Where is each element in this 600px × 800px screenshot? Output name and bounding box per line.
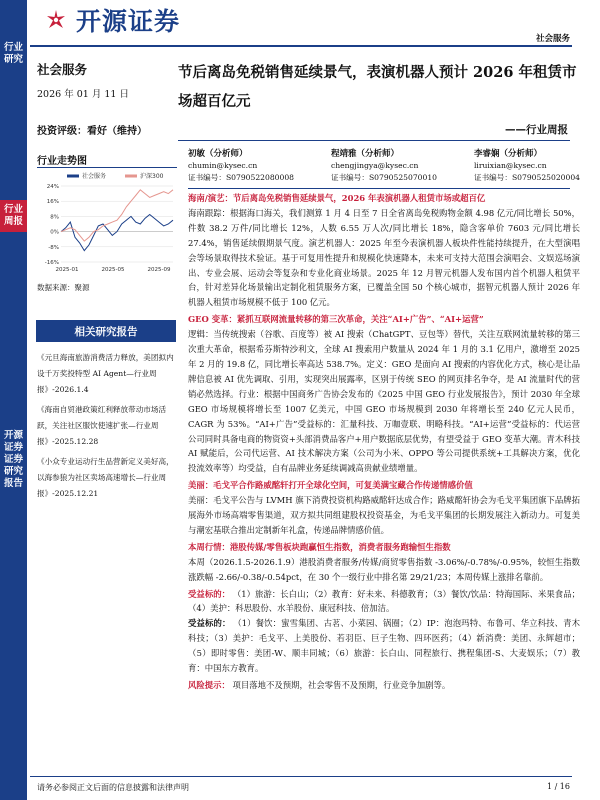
report-date: 2026 年 01 月 11 日 xyxy=(37,89,129,100)
series-line xyxy=(61,190,173,241)
x-tick-label: 2025-09 xyxy=(147,267,171,273)
report-type: ——行业周报 xyxy=(505,124,568,136)
related-report-link[interactable]: 《海南自贸港政策红利释放带动市场活跃，关注社区服饮使速扩张—行业周报》-2025.12.28 xyxy=(37,405,167,446)
x-tick-label: 2025-01 xyxy=(55,267,79,273)
analyst-name: 程靖雅（分析师） xyxy=(331,149,400,159)
section-heading: 海南/演艺：节后离岛免税销售延续景气，2026 年表演机器人租赁市场或超百亿 xyxy=(188,193,486,203)
paragraph: 逻辑：当传统搜索（谷歌、百度等）被 AI 搜索（ChatGPT、豆包等）替代，关注互联网流量转移的第三次重大革命，根据希芬斯特沙利文，全球 AI 搜索用户数量从 2024 年 1 月的 3.1 亿用户，激增至 2025 年 2 月的 19.8 亿，同比增长率高达 538.7%。定义：GEO 是面向 AI 搜索的内容优化方式，核心是让品牌信息被 AI 优先调取、引用，实现突出展露率，区别于传统 SEO 的网页排名争夺，是 AI 流量时代的营销必然选择。行业：根据中国商务广告协会发布的《2025 中国 GEO 行业发展报告》，预计 2030 年全球 GEO 市场规模将增长至 1007 亿美元，中国 GEO 市场规模到 2030 年将增长至 240 亿元人民币，CAGR 为 53%。“AI+广告”受益标的：汇量科技、万咖壹联、明略科技。“AI+运营”受益标的：代运营公司同时具备电商的物资资+头部消费品客户+用户数据底层优势，有望受益于 GEO 变革大潮。青木科技 AI 赋能后，公司代运营、AI 技术解决方案（公司为小米、OPPO 等公司提供系统+工具解决方案，优化投流效率等）均受益，自有品牌业务延续调减高贵献业绩增量。 xyxy=(188,329,580,474)
analyst-email[interactable]: chumin@kysec.cn xyxy=(188,161,258,170)
report-body xyxy=(188,191,580,695)
divider xyxy=(37,167,177,168)
analyst-cert: 证书编号：S0790522080008 xyxy=(188,173,294,182)
legend-label: 社会服务 xyxy=(82,173,107,180)
section-heading: 受益标的： xyxy=(188,618,231,629)
y-tick-label: -16% xyxy=(44,260,59,266)
section-heading: 本周行情：港股传媒/零售板块跑赢恒生指数，消费者服务跑输恒生指数 xyxy=(188,541,451,552)
analyst-name: 李睿娴（分析师） xyxy=(474,149,543,159)
chart-source: 数据来源：聚源 xyxy=(37,283,90,292)
brand-name: 开源证券 xyxy=(76,7,181,36)
related-reports-list xyxy=(37,350,179,506)
analyst xyxy=(188,148,294,184)
logo-icon xyxy=(44,8,68,32)
section-haikou xyxy=(188,191,580,310)
paragraph: 美丽：毛戈平公告与 LVMH 旗下消费投资机构路威酩轩达成合作；路威酩轩协会为毛戈平集团旗下品牌拓展海外市场高端零售渠道，双方拟共同组建股权投资基金，为毛戈平集团的长期发展注入新动力。可复美与潮宏基联合推出定制新年礼盒，传递品牌情感价值。 xyxy=(188,495,580,535)
analyst-email[interactable]: chengjingya@kysec.cn xyxy=(331,161,419,170)
section-beneficiaries xyxy=(188,587,580,676)
report-title: 节后离岛免税销售延续景气，表演机器人预计 2026 年租赁市场超百亿元 xyxy=(178,64,577,110)
industry-trend-chart xyxy=(37,170,177,278)
related-report-link[interactable]: 《元旦海南旅游消费活力释放，美团拟内设千万奖投特型 AI Agent—行业周报》-2026.1.4 xyxy=(37,353,174,394)
sector-name: 社会服务 xyxy=(37,62,88,77)
paragraph: 项目落地不及预期，社会零售不及预期，行业竞争加剧等。 xyxy=(232,680,451,690)
section-risk xyxy=(188,678,580,693)
left-sidebar xyxy=(0,0,27,800)
related-report-link[interactable]: 《小众专业运动行生品营新定义美好高，以海参狼为社区卖场高速增长—行业周报》-2025.12.21 xyxy=(37,457,174,498)
y-tick-label: -8% xyxy=(48,244,59,251)
paragraph: 海南跟踪：根据海口海关，我们测算 1 月 4 日至 7 日全省离岛免税购物金额 4.98 亿元/同比增长 50%，件数 38.2 万件/同比增长 12%，人数 6.55 万人次/同比增长 18%，隐含客单价 7603 元/同比增长 27.4%，销售延续假期景气度。演艺机器人：2025 年至今表演机器人板块件性能持续提升，在大型演唱会等场景取得技术验证。基于可复用性提升和规模化快速降本，未来可支持大范围会演唱会、文娱巡场演出、专业会展、运动会等复杂和专业化商业场景。2025 年 12 月智元机器人发布国内首个机器人租赁平台，针对差异化场景输出定制化租赁服务方案，已覆盖全国 50 个核心城市，据智元机器人预计 2026 年机器人租赁市场规模不低于 100 亿元。 xyxy=(188,207,580,308)
section-geo xyxy=(188,312,580,476)
sidebar-label-top: 行业研究 xyxy=(3,42,23,65)
y-tick-label: 0% xyxy=(50,229,59,236)
analyst xyxy=(474,148,580,184)
analyst-cert: 证书编号：S0790525020004 xyxy=(474,173,580,182)
section-tag: 社会服务 xyxy=(535,34,570,44)
section-heading: 美丽：毛戈平合作路威酩轩打开全球化空间，可复美满宝藏合作传递情感价值 xyxy=(188,480,473,491)
analyst xyxy=(331,148,437,184)
footer-disclaimer: 请务必参阅正文后面的信息披露和法律声明 xyxy=(37,783,189,792)
section-heading: 风险提示： xyxy=(188,680,230,690)
paragraph: （1）餐饮：蜜雪集团、古茗、小菜园、锅圈；（2）IP：泡泡玛特、布鲁可、华立科技、青木科技；（3）美护：毛戈平、上美股份、若羽臣、巨子生物、四环医药；（4）新消费：美团、永辉超市；（5）即时零售：美团-W、顺丰同城；（6）旅游：长白山、同程旅行、携程集团-S、大麦娱乐；（7）教育：中国东方教育。 xyxy=(188,618,580,674)
section-heading: 受益标的： xyxy=(188,588,231,599)
analyst-block xyxy=(188,148,580,184)
investment-rating: 投资评级：看好（维持） xyxy=(37,126,147,137)
divider xyxy=(188,188,570,189)
sidebar-label-mid: 行业周报 xyxy=(0,200,27,232)
divider xyxy=(178,140,570,141)
x-tick-label: 2025-05 xyxy=(101,267,125,273)
trend-title: 行业走势图 xyxy=(37,156,87,167)
paragraph: 本周（2026.1.5-2026.1.9）港股消费者服务/传媒/商贸零售指数 -3.06%/-0.78%/-0.95%，较恒生指数涨跌幅 -2.66/-0.38/-0.54pct，在 30 个一级行业中排名第 29/21/23；本周传媒上涨排名靠前。 xyxy=(188,556,580,582)
analyst-cert: 证书编号：S0790525070010 xyxy=(331,173,437,182)
footer-rule xyxy=(30,776,572,777)
trend-chart-svg xyxy=(37,170,177,278)
section-heading: GEO 变革：紧抓互联网流量转移的第三次革命，关注“AI+广告”、“AI+运营” xyxy=(188,314,484,325)
y-tick-label: 24% xyxy=(46,184,59,190)
y-tick-label: 16% xyxy=(46,199,59,206)
legend-label: 沪深300 xyxy=(140,173,164,180)
header-rule xyxy=(30,45,572,47)
sidebar-label-bottom: 开源证券 证券研究报告 xyxy=(3,430,23,489)
related-reports-header: 相关研究报告 xyxy=(36,320,176,342)
paragraph: （1）旅游：长白山；（2）教育：好未来、科德教育；（3）餐饮/饮品：特海国际、米果食品；（4）美护：科思股份、水羊股份、康冠科技、倍加洁。 xyxy=(188,588,581,614)
section-market xyxy=(188,540,580,585)
analyst-name: 初敏（分析师） xyxy=(188,149,248,159)
page-number: 1 / 16 xyxy=(546,782,570,791)
section-beauty xyxy=(188,478,580,538)
y-tick-label: 8% xyxy=(50,214,59,221)
analyst-email[interactable]: liruixian@kysec.cn xyxy=(474,161,547,170)
brand-logo xyxy=(44,2,180,38)
